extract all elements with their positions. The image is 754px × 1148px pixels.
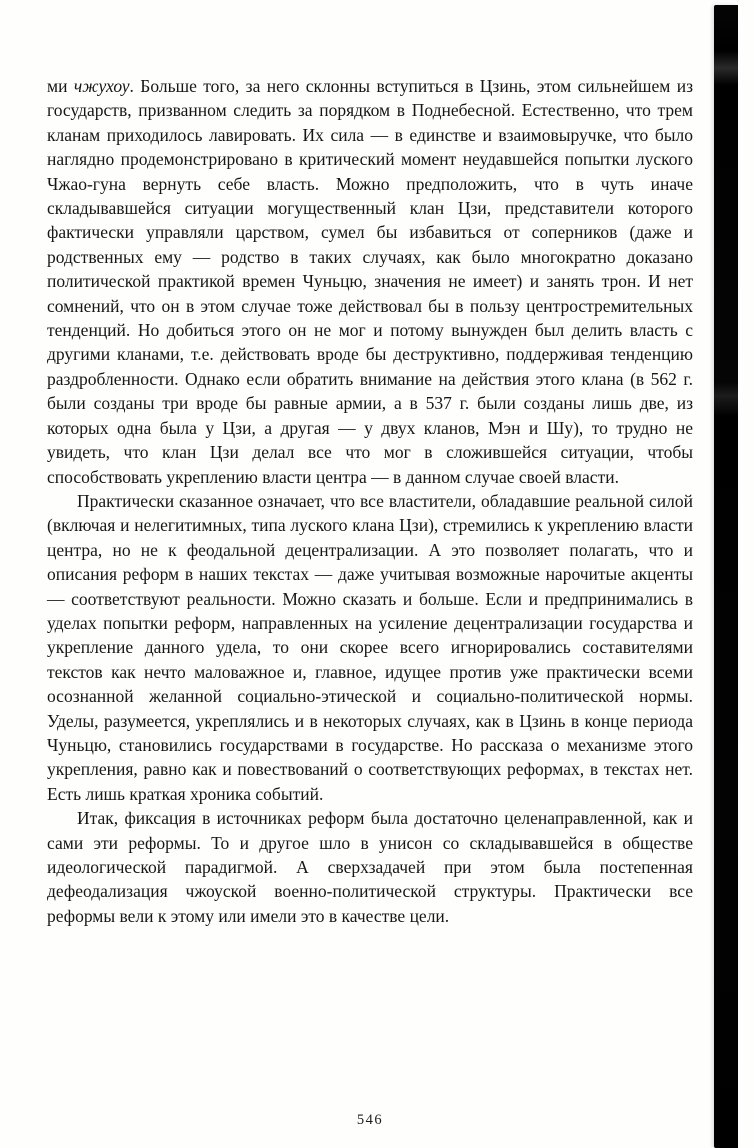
paragraph	[47, 74, 693, 489]
italic-term: чжухоу	[73, 76, 130, 96]
page-number: 546	[356, 1112, 384, 1128]
text-segment: ми	[47, 76, 74, 96]
book-binding-edge	[714, 5, 738, 1148]
paragraph: Итак, фиксация в источниках реформ была достаточно целенаправленной, как и сами эти реформы. То и другое шло в унисон со складывавшейся в обществе идеологической парадигмой. А сверхзадачей при этом была постепенная дефеодализация чжоуской военно-политической структуры. Практически все реформы вели к этому или имели это в качестве цели.	[47, 808, 693, 926]
text-block	[47, 74, 693, 928]
text-segment: . Больше того, за него склонны вступиться в Цзинь, этом сильнейшем из государств, призванном следить за порядком в Поднебесной. Естественно, что трем кланам приходилось лавировать. Их сила — в единстве и взаимовыручке, что было наглядно продемонстрировано в критический момент неудавшейся попытки луского Чжао-гуна вернуть себе власть. Можно предположить, что в чуть иначе складывавшейся ситуации могущественный клан Цзи, представители которого фактически управляли царством, сумел бы избавиться от соперников (даже и родственных ему — родство в таких случаях, как было многократно доказано политической практикой времен Чуньцю, значения не имеет) и занять трон. И нет сомнений, что он в этом случае тоже действовал бы в пользу центростремительных тенденций. Но добиться этого он не мог и потому вынужден был делить власть с другими кланами, т.е. действовать вроде бы деструктивно, поддерживая тенденцию раздробленности. Однако если обратить внимание на действия этого клана (в 562 г. были созданы три вроде бы равные армии, а в 537 г. были созданы лишь две, из которых одна была у Цзи, а другая — у двух кланов, Мэн и Шу), то трудно не увидеть, что клан Цзи делал все что мог в сложившейся ситуации, чтобы способствовать укреплению власти центра — в данном случае своей власти.	[47, 76, 693, 487]
paragraph: Практически сказанное означает, что все властители, обладавшие реальной силой (включая и нелегитимных, типа луского клана Цзи), стремились к укреплению власти центра, но не к феодальной децентрализации. А это позволяет полагать, что и описания реформ в наших текстах — даже учитывая возможные нарочитые акценты — соответствуют реальности. Можно сказать и больше. Если и предпринимались в уделах попытки реформ, направленных на усиление децентрализации государства и укрепление данного удела, то они скорее всего игнорировались составителями текстов как нечто маловажное и, главное, идущее против уже практически всеми осознанной желанной социально-этической и социально-политической нормы. Уделы, разумеется, укреплялись и в некоторых случаях, как в Цзинь в конце периода Чуньцю, становились государствами в государстве. Но рассказа о механизме этого укрепления, равно как и повествований о соответствующих реформах, в текстах нет. Есть лишь краткая хроника событий.	[47, 490, 693, 804]
